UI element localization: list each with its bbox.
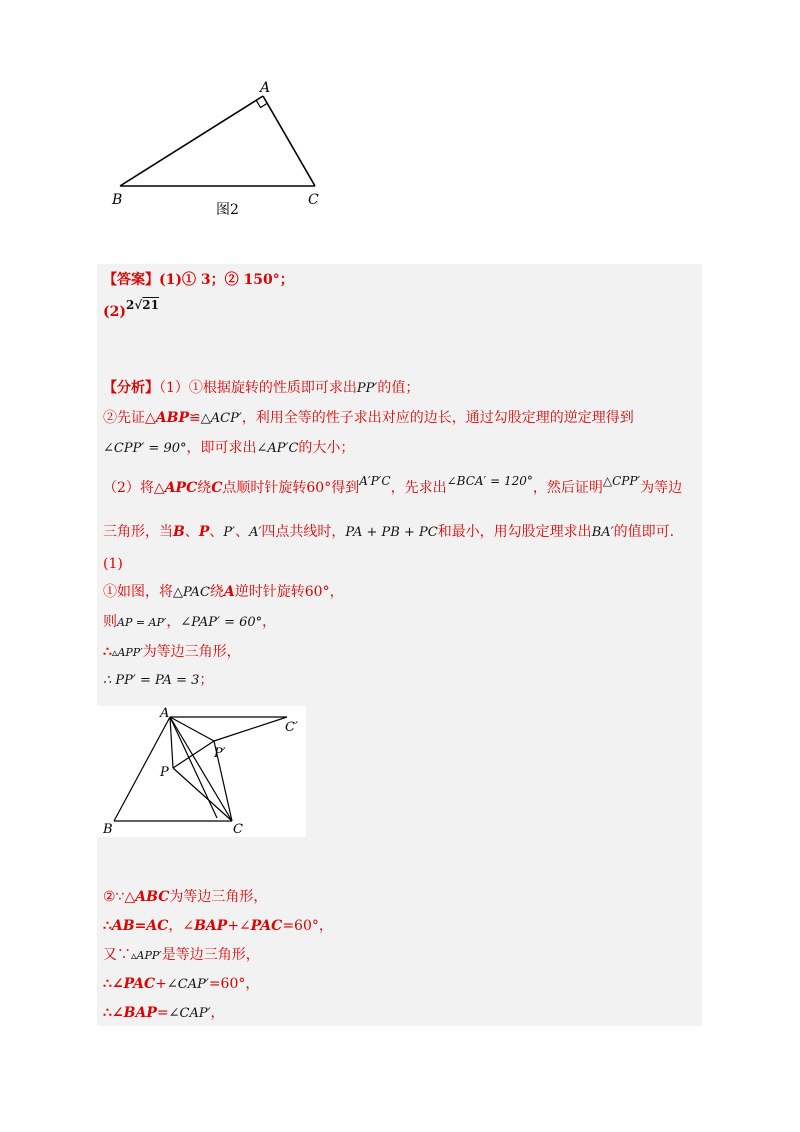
math-apc-prime: A′P′C — [359, 474, 391, 488]
analysis-text: ，先求出 — [390, 480, 447, 496]
solution-text: ，∠ — [168, 918, 195, 934]
therefore-symbol: ∴∠ — [103, 1005, 124, 1021]
figure-right-triangle — [100, 70, 360, 230]
solution-part-label — [103, 554, 123, 574]
triangle-svg — [100, 70, 360, 230]
seg-pc — [173, 768, 232, 821]
seg-pp-prime — [173, 741, 214, 768]
solution-line-1 — [103, 582, 344, 603]
math-ba-prime: BA′ — [591, 525, 614, 540]
figure-rotation — [97, 706, 306, 837]
solution-text: 为等边三角形， — [169, 889, 268, 905]
math-angle-cap: ∠CAP′ — [168, 1006, 211, 1021]
label-p: P — [160, 765, 169, 780]
analysis-heading: 【分析】 — [103, 380, 159, 396]
math-triangle-app: ▵APP′ — [111, 646, 143, 659]
label-c-prime: C′ — [285, 720, 298, 735]
analysis-text: 的值即可. — [613, 524, 675, 540]
analysis-text: ②先证△ — [103, 410, 156, 426]
analysis-text: 三角形，当 — [103, 524, 173, 540]
math-p: P — [198, 524, 210, 540]
math-pac: PAC — [123, 976, 156, 992]
label-c: C — [233, 822, 243, 837]
math-angle-cap: ∠CAP′ — [166, 977, 209, 992]
math-angle-pap: ∠PAP′ = 60° — [180, 615, 263, 630]
label-b: B — [103, 822, 113, 837]
math-abc: ABC — [135, 889, 170, 905]
math-angle-cpp: ∠CPP′ = 90° — [103, 441, 187, 456]
answer-part2-prefix: (2) — [103, 304, 126, 320]
solution-text: ， — [166, 614, 181, 630]
solution-text: +∠ — [227, 918, 251, 934]
analysis-line-3 — [103, 438, 354, 459]
math-ab-ac: AB=AC — [111, 918, 169, 934]
math-angle-bca: ∠BCA′ = 120° — [446, 474, 533, 488]
answer-part1: (1)① 3；② 150°； — [159, 272, 294, 288]
math-bap: BAP — [194, 918, 228, 934]
sqrt-symbol: √ — [134, 298, 143, 312]
analysis-text: 的大小； — [298, 440, 355, 456]
congruent-symbol: ≌ — [189, 410, 201, 426]
solution-line-9 — [103, 1003, 225, 1024]
analysis-text: （2）将△ — [103, 480, 165, 496]
solution-text: 则 — [103, 614, 117, 630]
solution-text: 绕 — [209, 584, 224, 600]
therefore-symbol: ∴ — [103, 918, 112, 934]
analysis-text: 绕 — [197, 480, 212, 496]
separator: 、 — [184, 524, 199, 540]
analysis-text: ，利用全等的性子求出对应的边长，通过勾股定理的逆定理得到 — [241, 410, 634, 426]
analysis-line-1 — [103, 378, 419, 399]
solution-line-6 — [103, 916, 333, 936]
math-triangle-pac: △PAC — [173, 585, 210, 600]
math-p-prime: P′ — [223, 525, 236, 540]
solution-line-2 — [103, 612, 276, 633]
solution-text: ； — [199, 672, 214, 688]
math-abp: ABP — [155, 410, 190, 426]
solution-text: =60°， — [282, 918, 333, 934]
figure-caption: 图2 — [216, 202, 239, 218]
label-b: B — [112, 192, 123, 208]
analysis-text: 的值； — [377, 380, 420, 396]
solution-text: 逆时针旋转60°， — [234, 584, 344, 600]
solution-text: 为等边三角形， — [142, 644, 241, 660]
analysis-line-5 — [103, 522, 674, 543]
math-sum: PA + PB + PC — [345, 525, 438, 540]
label-a: A — [160, 706, 170, 721]
rotation-svg — [97, 706, 306, 837]
math-apc: APC — [164, 480, 198, 496]
answer-line-1 — [103, 270, 294, 290]
answer-heading: 【答案】 — [103, 272, 159, 288]
solution-text: = — [156, 1005, 169, 1021]
label-c: C — [308, 192, 319, 208]
math-pac: PAC — [250, 918, 283, 934]
solution-text: =60°， — [208, 976, 260, 992]
math-b: B — [173, 524, 185, 540]
solution-line-5 — [103, 887, 267, 907]
answer-sqrt-expression — [126, 298, 159, 312]
seg-ac — [170, 717, 232, 821]
solution-text: + — [155, 976, 167, 992]
analysis-line-2 — [103, 408, 634, 429]
math-pp-eq: ∴ PP′ = PA = 3 — [103, 673, 200, 688]
analysis-text: （1）①根据旋转的性质即可求出 — [159, 380, 357, 396]
math-a-prime: A′ — [249, 525, 262, 540]
seg-a-to-c-inner — [170, 717, 217, 818]
analysis-text: ，即可求出 — [186, 440, 257, 456]
therefore-symbol: ∴ — [103, 644, 112, 660]
analysis-line-4 — [103, 474, 683, 498]
side-ab — [120, 96, 263, 186]
sqrt-coefficient: 2 — [126, 298, 135, 312]
analysis-text: ，然后证明 — [532, 480, 603, 496]
label-p-prime: P′ — [214, 746, 226, 761]
analysis-text: 点顺时针旋转60°得到 — [222, 480, 360, 496]
solution-line-4 — [103, 670, 213, 691]
solution-line-8 — [103, 974, 259, 995]
solution-text: 又∵ — [103, 947, 131, 963]
part-number: (1) — [103, 556, 123, 572]
math-angle-apc: ∠AP′C — [256, 441, 299, 456]
seg-ap — [170, 717, 173, 768]
side-ac — [263, 96, 315, 186]
analysis-text: 和最小，用勾股定理求出 — [437, 524, 592, 540]
solution-text: ①如图，将 — [103, 584, 173, 600]
seg-p-prime-c-prime — [214, 717, 287, 741]
solution-line-7 — [103, 945, 260, 966]
solution-text: ②∵△ — [103, 889, 136, 905]
math-acp: △ACP′ — [200, 411, 242, 426]
solution-line-3 — [103, 642, 241, 663]
label-a: A — [260, 80, 271, 96]
separator: 、 — [209, 524, 224, 540]
math-ap-eq: AP = AP′ — [117, 616, 167, 629]
solution-text: 是等边三角形， — [161, 947, 260, 963]
math-triangle-cpp: △CPP′ — [602, 474, 641, 488]
answer-line-2 — [103, 298, 159, 322]
math-triangle-app: ▵APP′ — [131, 949, 162, 962]
math-pp: PP′ — [356, 381, 378, 396]
math-bap: BAP — [123, 1005, 157, 1021]
solution-text: ， — [262, 614, 277, 630]
analysis-text: 四点共线时， — [261, 524, 346, 540]
separator: 、 — [235, 524, 250, 540]
solution-text: ， — [210, 1005, 225, 1021]
math-a: A — [223, 584, 235, 600]
math-c: C — [211, 480, 223, 496]
sqrt-radicand: 21 — [142, 298, 159, 312]
analysis-text: 为等边 — [640, 480, 683, 496]
therefore-symbol: ∴∠ — [103, 976, 124, 992]
